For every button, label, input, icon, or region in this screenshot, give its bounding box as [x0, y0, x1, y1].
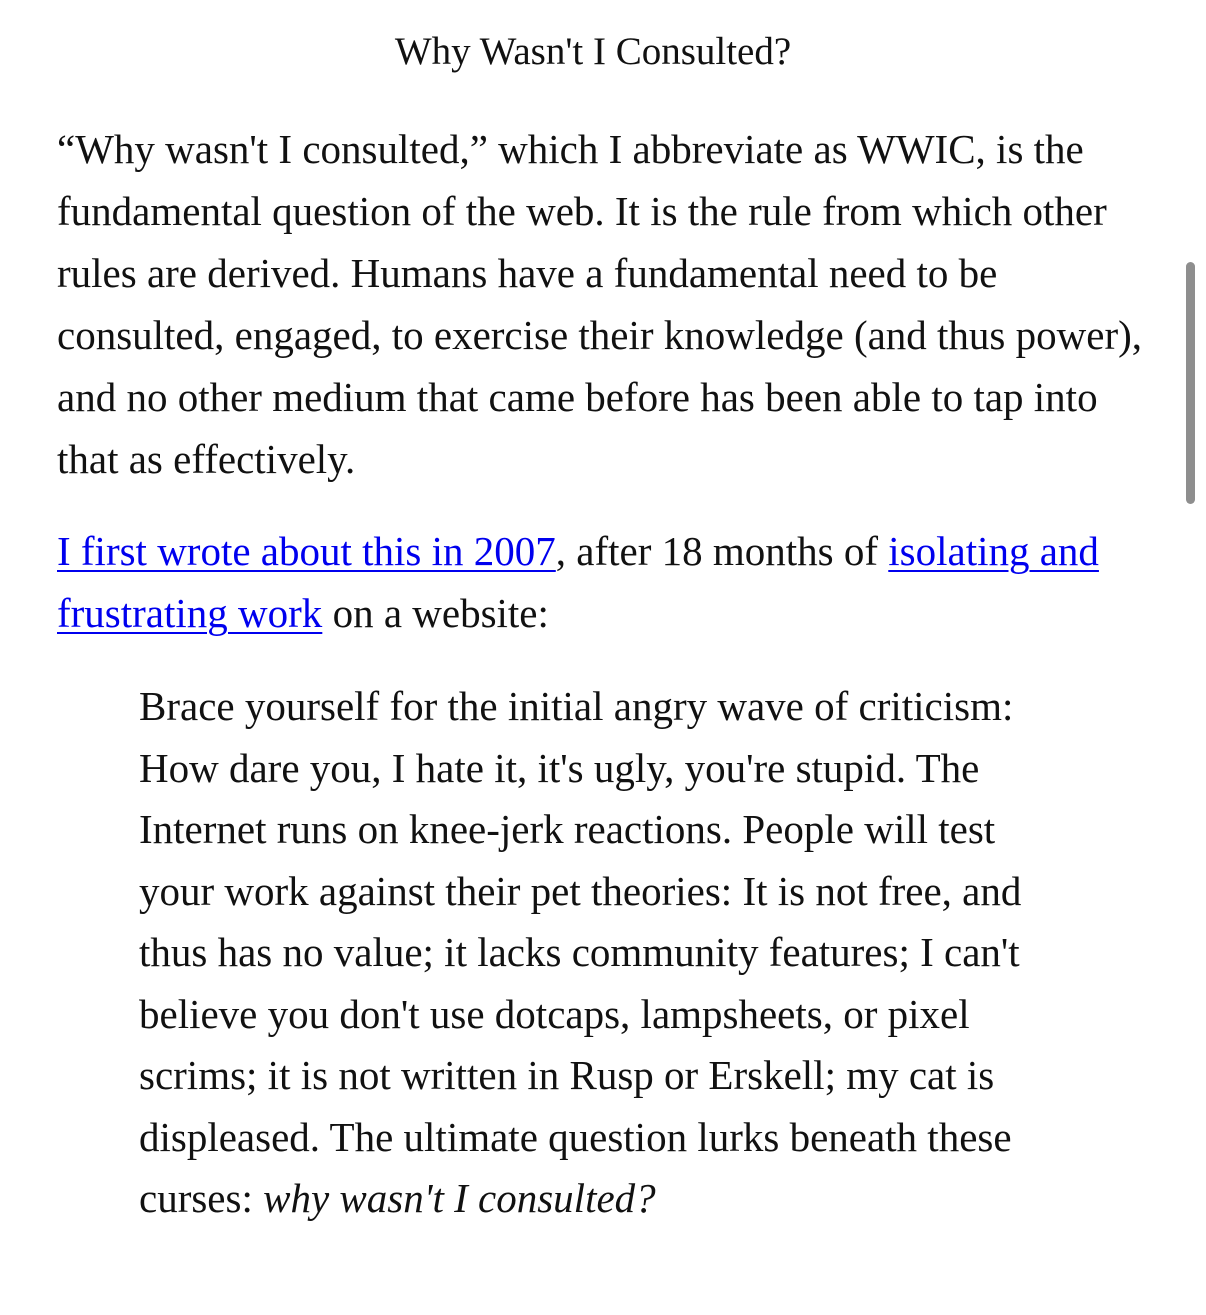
- context-paragraph: [57, 520, 1157, 644]
- context-text-2: on a website:: [322, 590, 549, 636]
- first-wrote-link[interactable]: I first wrote about this in 2007: [57, 528, 556, 574]
- quote-emphasis: why wasn't I consulted?: [263, 1175, 656, 1221]
- page-title: Why Wasn't I Consulted?: [394, 30, 792, 73]
- intro-paragraph: “Why wasn't I consulted,” which I abbreviate as WWIC, is the fundamental question of the web. It is the rule from which other rules are derived. Humans have a fundamental need to be consulted, engaged, to exercise their knowledge (and thus power), and no other medium that came before has been able to tap into that as effectively.: [57, 126, 1142, 482]
- isolating-work-link[interactable]: isolating and frustrating work: [57, 528, 1099, 636]
- article-body: [57, 118, 1157, 1230]
- vertical-scrollbar[interactable]: [1186, 262, 1195, 504]
- block-quote: [139, 676, 1039, 1230]
- context-text-1: , after 18 months of: [555, 528, 889, 574]
- quote-text: Brace yourself for the initial angry wave of criticism: How dare you, I hate it, it's ugly, you're stupid. The Internet runs on knee-jerk reactions. People will test your work against their pet theories: It is not free, and thus has no value; it lacks community features; I can't believe you don't use dotcaps, lampsheets, or pixel scrims; it is not written in Rusp or Erskell; my cat is displeased. The ultimate question lurks beneath these curses:: [139, 683, 1022, 1221]
